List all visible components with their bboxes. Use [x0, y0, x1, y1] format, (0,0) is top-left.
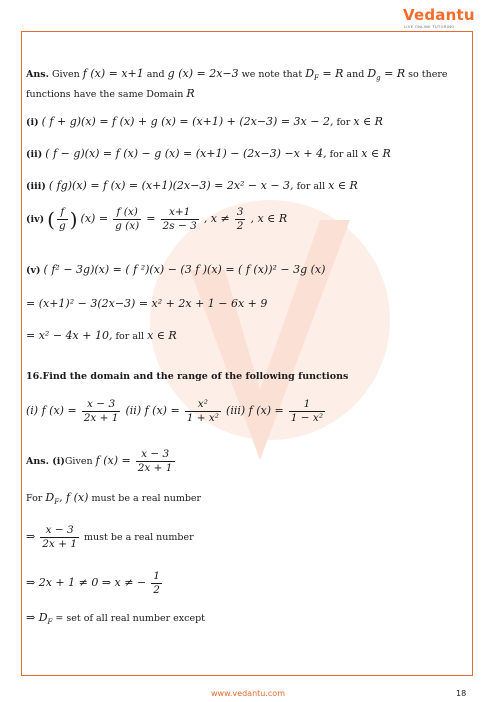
part-ii-domain: x ∈ R [361, 147, 391, 160]
part-ii-for: for all [329, 149, 359, 160]
part-i-for: for [336, 117, 351, 128]
domain-r: R [186, 87, 195, 100]
same-domain-text: functions have the same Domain [26, 89, 184, 100]
question-16-heading [26, 372, 348, 382]
f-definition: f (x) = x+1 [82, 67, 144, 80]
part-iii-expr: ( fg)(x) = f (x) = (x+1)(2x−3) = 2x² − x − 3, [48, 179, 294, 192]
part-ii-expr: ( f − g)(x) = f (x) − g (x) = (x+1) − (2x−3) −x + 4, [45, 147, 327, 160]
part-v-for: for all [115, 331, 145, 342]
given-word: Given [51, 69, 80, 80]
ans-label: Ans. [26, 69, 49, 80]
ans-given-line [26, 68, 448, 82]
implies-symbol: ⇒ [26, 530, 36, 543]
logo-tagline: LIVE ONLINE TUTORING [404, 25, 455, 29]
g-definition: g (x) = 2x−3 [167, 67, 239, 80]
f-over-g: $\frac{f}{g}$ [58, 206, 66, 232]
final-domain-text: = set of all real number except [52, 613, 205, 624]
part-v-expr: ( f² − 3g)(x) = ( f ²)(x) − (3 f )(x) = ( f (x))² − 3g (x) [43, 263, 326, 276]
q16-i-fraction: $\frac{x - 3}{2x + 1}$ [83, 398, 119, 424]
part-v-line3 [26, 330, 177, 342]
inequality-line [26, 570, 164, 597]
part-v-line2 [26, 298, 267, 310]
part-v-expansion: = (x+1)² − 3(2x−3) = x² + 2x + 1 − 6x + 9 [26, 297, 268, 310]
df-symbol: $D_F = R$ [305, 67, 344, 83]
q16-iii-pre: (iii) f (x) = [226, 404, 284, 417]
q16-ii-pre: (ii) f (x) = [125, 404, 180, 417]
part-v-domain: x ∈ R [147, 329, 177, 342]
part-iv-label: (iv) [26, 214, 45, 225]
three-halves: $\frac{3}{2}$ [236, 206, 244, 232]
final-df: ⇒ $D_F$ [26, 611, 53, 627]
inequality-expr: ⇒ 2x + 1 ≠ 0 ⇒ x ≠ − [26, 576, 147, 589]
part-iii-for: for all [296, 181, 326, 192]
q16-functions [26, 398, 327, 425]
part-i-expr: ( f + g)(x) = f (x) + g (x) = (x+1) + (2x−3) = 3x − 2, [41, 115, 334, 128]
part-v-result: = x² − 4x + 10, [26, 329, 113, 342]
q16-title: 16.Find the domain and the range of the following functions [26, 371, 349, 382]
vedantu-logo [403, 6, 475, 32]
final-domain-line [26, 612, 205, 626]
part-iv: (iv) ( $\frac{f}{g}$ ) (x) = $\frac{f (x)}{g (x)}$ = $\frac{x+1}{2s - 3}$ , x ≠ $\frac{3}{2}$ , x ∈ R [26, 206, 288, 232]
half-fraction: $\frac{1}{2}$ [153, 570, 160, 596]
part-ii-label: (ii) [26, 149, 43, 160]
must-real-text: must be a real number [91, 493, 202, 504]
part-v-label: (v) [26, 265, 41, 276]
footer-url[interactable]: www.vedantu.com [211, 689, 285, 698]
part-i-label: (i) [26, 117, 39, 128]
logo-wordmark: Vedantu [403, 6, 475, 24]
q16-i-pre: (i) f (x) = [26, 404, 77, 417]
df-symbol-2: $D_F$, f (x) [45, 491, 89, 507]
part-iv-tail: , x ∈ R [250, 212, 288, 225]
note-text: we note that [241, 69, 303, 80]
part-iv-eq: = [146, 212, 156, 225]
same-domain-line [26, 88, 195, 100]
q16-iii-fraction: $\frac{1}{\text{1 − x²}}$ [290, 398, 324, 424]
part-iii [26, 180, 358, 192]
step-fraction: $\frac{x - 3}{2x + 1}$ [42, 524, 78, 550]
q16-ii-fraction: $\frac{\text{x²}}{\text{1 + x²}}$ [186, 398, 220, 424]
step-text: must be a real number [84, 532, 194, 543]
and-word: and [146, 69, 165, 80]
part-iv-cond: , x ≠ [203, 212, 230, 225]
ans2-label: Ans. (i) [26, 456, 65, 467]
and-word-2: and [346, 69, 365, 80]
so-there-text: so there [408, 69, 448, 80]
implies-fraction-line [26, 524, 194, 551]
ans-16-given [26, 448, 177, 475]
page-number: 18 [456, 689, 467, 698]
part-i-domain: x ∈ R [353, 115, 383, 128]
ratio-fraction: $\frac{x+1}{2s - 3}$ [162, 206, 197, 232]
dg-symbol: $D_g = R$ [367, 67, 406, 83]
fx-over-gx: $\frac{f (x)}{g (x)}$ [115, 206, 140, 232]
ans2-f-pre: f (x) = [95, 454, 131, 467]
ans2-f-fraction: $\frac{x - 3}{2x + 1}$ [137, 448, 173, 474]
ans2-given: Given [64, 456, 93, 467]
for-df-line [26, 492, 201, 506]
part-ii [26, 148, 391, 160]
part-i [26, 116, 383, 128]
part-iii-domain: x ∈ R [328, 179, 358, 192]
part-v [26, 264, 325, 276]
part-iv-x: (x) = [80, 212, 109, 225]
part-iii-label: (iii) [26, 181, 46, 192]
for-word: For [26, 493, 43, 504]
